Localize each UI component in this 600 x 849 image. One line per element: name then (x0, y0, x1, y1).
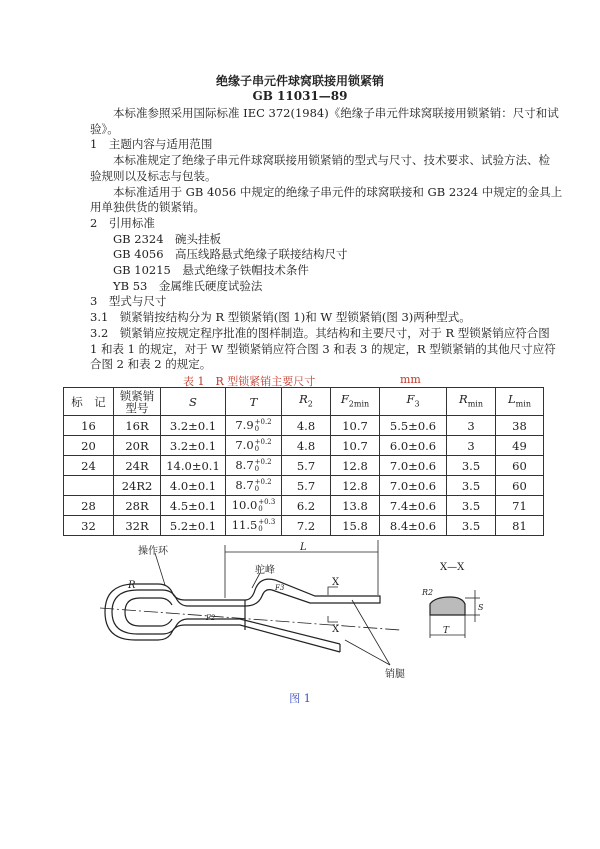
cell-mark: 16 (64, 416, 114, 436)
cell-mark: 28 (64, 496, 114, 516)
figure-caption: 图 1 (289, 692, 311, 705)
cell-r2: 5.7 (282, 476, 331, 496)
header-rmin-text: R (459, 391, 468, 406)
t-value: 7.9 (235, 418, 254, 432)
t-value: 11.5 (231, 518, 258, 532)
cell-t (226, 476, 282, 496)
t-tolerance (255, 459, 272, 473)
label-F2: F2 (206, 614, 216, 622)
cell-f3: 8.4±0.6 (380, 516, 447, 536)
cell-model: 32R (114, 516, 161, 536)
reference-item: GB 2324 碗头挂板 (113, 232, 222, 246)
cell-rmin: 3.5 (447, 496, 496, 516)
cell-lmin: 81 (496, 516, 544, 536)
header-f3-text: F (406, 391, 415, 406)
t-value: 7.0 (235, 438, 254, 452)
t-lower: 0 (254, 465, 260, 473)
cell-model: 20R (114, 436, 161, 456)
t-tolerance (258, 519, 275, 533)
paragraph-line: 本标准适用于 GB 4056 中规定的绝缘子串元件的球窝联接和 GB 2324 中规定的金具上 (113, 185, 563, 199)
header-lmin-text: L (508, 391, 516, 406)
cell-f2min: 12.8 (331, 476, 380, 496)
label-L: L (300, 542, 307, 553)
t-lower: 0 (258, 505, 263, 513)
label-S: S (478, 603, 484, 612)
cell-rmin: 3.5 (447, 476, 496, 496)
header-mark: 标 记 (64, 388, 114, 416)
t-lower: 0 (254, 445, 260, 453)
t-upper: +0.3 (258, 518, 276, 526)
cell-t (226, 416, 282, 436)
cell-rmin: 3.5 (447, 516, 496, 536)
cell-model: 24R2 (114, 476, 161, 496)
cell-rmin: 3 (447, 416, 496, 436)
label-F3: F3 (275, 584, 285, 592)
cell-lmin: 60 (496, 456, 544, 476)
cell-f2min: 13.8 (331, 496, 380, 516)
paragraph-line: 本标准规定了绝缘子串元件球窝联接用锁紧销的型式与尺寸、技术要求、试验方法、检 (113, 153, 550, 167)
t-upper: +0.3 (258, 498, 276, 506)
label-legs: 销腿 (385, 669, 405, 680)
dimensions-table (63, 387, 544, 536)
header-r2-text: R (299, 391, 308, 406)
section-heading: 3 型式与尺寸 (90, 294, 167, 308)
cell-rmin: 3 (447, 436, 496, 456)
t-value: 8.7 (235, 458, 254, 472)
t-lower: 0 (254, 485, 260, 493)
reference-item: GB 10215 悬式绝缘子铁帽技术条件 (113, 263, 309, 277)
cell-f2min: 15.8 (331, 516, 380, 536)
cell-model: 24R (114, 456, 161, 476)
cell-lmin: 60 (496, 476, 544, 496)
t-upper: +0.2 (254, 418, 272, 426)
label-hump: 驼峰 (255, 565, 275, 576)
paragraph-line: 本标准参照采用国际标准 IEC 372(1984)《绝缘子串元件球窝联接用锁紧销：尺寸和试 (113, 106, 559, 120)
paragraph-line: 3.1 锁紧销按结构分为 R 型锁紧销(图 1)和 W 型锁紧销(图 3)两种型式。 (90, 310, 471, 324)
table-row (64, 416, 544, 436)
label-section: X—X (440, 562, 465, 573)
header-s (161, 388, 226, 416)
t-value: 10.0 (231, 498, 258, 512)
cell-lmin: 71 (496, 496, 544, 516)
section-marks (328, 587, 338, 622)
cell-mark: 32 (64, 516, 114, 536)
paragraph-line: 3.2 锁紧销应按规定程序批准的图样制造。其结构和主要尺寸，对于 R 型锁紧销应符合图 (90, 326, 550, 340)
cell-t (226, 436, 282, 456)
t-tolerance (255, 419, 272, 433)
table-row (64, 516, 544, 536)
cell-f3: 7.0±0.6 (380, 456, 447, 476)
cell-mark: 24 (64, 456, 114, 476)
t-tolerance (255, 479, 272, 493)
t-upper: +0.2 (254, 458, 272, 466)
section-heading: 1 主题内容与适用范围 (90, 137, 213, 151)
section-heading: 2 引用标准 (90, 216, 155, 230)
cell-r2: 4.8 (282, 416, 331, 436)
cell-r2: 6.2 (282, 496, 331, 516)
leader-ring (155, 553, 165, 585)
paragraph-line: 合图 2 和表 2 的规定。 (90, 357, 212, 371)
cell-f3: 6.0±0.6 (380, 436, 447, 456)
center-line (100, 608, 400, 630)
t-tolerance (255, 439, 272, 453)
cell-model: 28R (114, 496, 161, 516)
t-tolerance (258, 499, 275, 513)
cell-f3: 5.5±0.6 (380, 416, 447, 436)
t-lower: 0 (254, 425, 260, 433)
header-rmin (447, 388, 496, 416)
header-f3-sub: 3 (414, 399, 420, 409)
cell-mark: 20 (64, 436, 114, 456)
header-rmin-sub: min (467, 399, 483, 409)
cell-mark (64, 476, 114, 496)
header-r2 (282, 388, 331, 416)
cell-s: 4.5±0.1 (161, 496, 226, 516)
header-lmin (496, 388, 544, 416)
figure-1-drawing (100, 540, 520, 690)
label-ring: 操作环 (138, 546, 168, 557)
cell-f3: 7.4±0.6 (380, 496, 447, 516)
label-T: T (443, 626, 450, 636)
cell-model: 16R (114, 416, 161, 436)
t-upper: +0.2 (254, 438, 272, 446)
header-t (226, 388, 282, 416)
cell-s: 3.2±0.1 (161, 436, 226, 456)
cell-f2min: 12.8 (331, 456, 380, 476)
header-t-text: T (249, 394, 258, 409)
label-R2: R2 (422, 588, 434, 597)
cell-s: 5.2±0.1 (161, 516, 226, 536)
cell-s: 3.2±0.1 (161, 416, 226, 436)
t-lower: 0 (258, 525, 263, 533)
cell-t (226, 456, 282, 476)
document-title: 绝缘子串元件球窝联接用锁紧销 (215, 74, 384, 88)
paragraph-line: 验规则以及标志与包装。 (90, 169, 217, 183)
cell-t (226, 516, 282, 536)
cell-lmin: 49 (496, 436, 544, 456)
header-s-text: S (189, 394, 197, 409)
cell-t (226, 496, 282, 516)
cell-s: 4.0±0.1 (161, 476, 226, 496)
cell-f2min: 10.7 (331, 416, 380, 436)
header-lmin-sub: min (515, 399, 531, 409)
paragraph-line: 用单独供货的锁紧销。 (90, 200, 205, 214)
leader-legs (352, 600, 390, 665)
cross-section (430, 590, 480, 638)
standard-number: GB 11031—89 (252, 89, 348, 103)
header-f3 (380, 388, 447, 416)
paragraph-line: 1 和表 1 的规定，对于 W 型锁紧销应符合图 3 和表 3 的规定，R 型锁紧销的其他尺寸应符 (90, 342, 556, 356)
header-r2-sub: 2 (307, 399, 313, 409)
cell-f3: 7.0±0.6 (380, 476, 447, 496)
cell-s: 14.0±0.1 (161, 456, 226, 476)
label-X-top: X (332, 577, 340, 588)
cell-r2: 5.7 (282, 456, 331, 476)
lock-pin-outline (105, 579, 380, 652)
table-row (64, 456, 544, 476)
cell-r2: 7.2 (282, 516, 331, 536)
cell-lmin: 38 (496, 416, 544, 436)
table-caption: 表 1 R 型锁紧销主要尺寸 (183, 375, 316, 388)
leader-legs (345, 640, 390, 665)
cell-rmin: 3.5 (447, 456, 496, 476)
cell-r2: 4.8 (282, 436, 331, 456)
reference-item: GB 4056 高压线路悬式绝缘子联接结构尺寸 (113, 247, 348, 261)
cell-f2min: 10.7 (331, 436, 380, 456)
table-unit: mm (400, 373, 421, 386)
table-row (64, 496, 544, 516)
label-R: R (128, 580, 136, 591)
paragraph-line: 验》。 (90, 122, 119, 136)
table-header-row (64, 388, 544, 416)
table-row (64, 476, 544, 496)
header-f2min-sub: 2min (348, 399, 370, 409)
t-upper: +0.2 (254, 478, 272, 486)
reference-item: YB 53 金属维氏硬度试验法 (113, 279, 263, 293)
t-value: 8.7 (235, 478, 254, 492)
label-X-bottom: X (332, 624, 340, 635)
table-row (64, 436, 544, 456)
header-f2min-text: F (340, 391, 349, 406)
header-model (114, 388, 161, 416)
header-f2min (331, 388, 380, 416)
header-model-text: 锁紧销型号 (119, 388, 155, 415)
